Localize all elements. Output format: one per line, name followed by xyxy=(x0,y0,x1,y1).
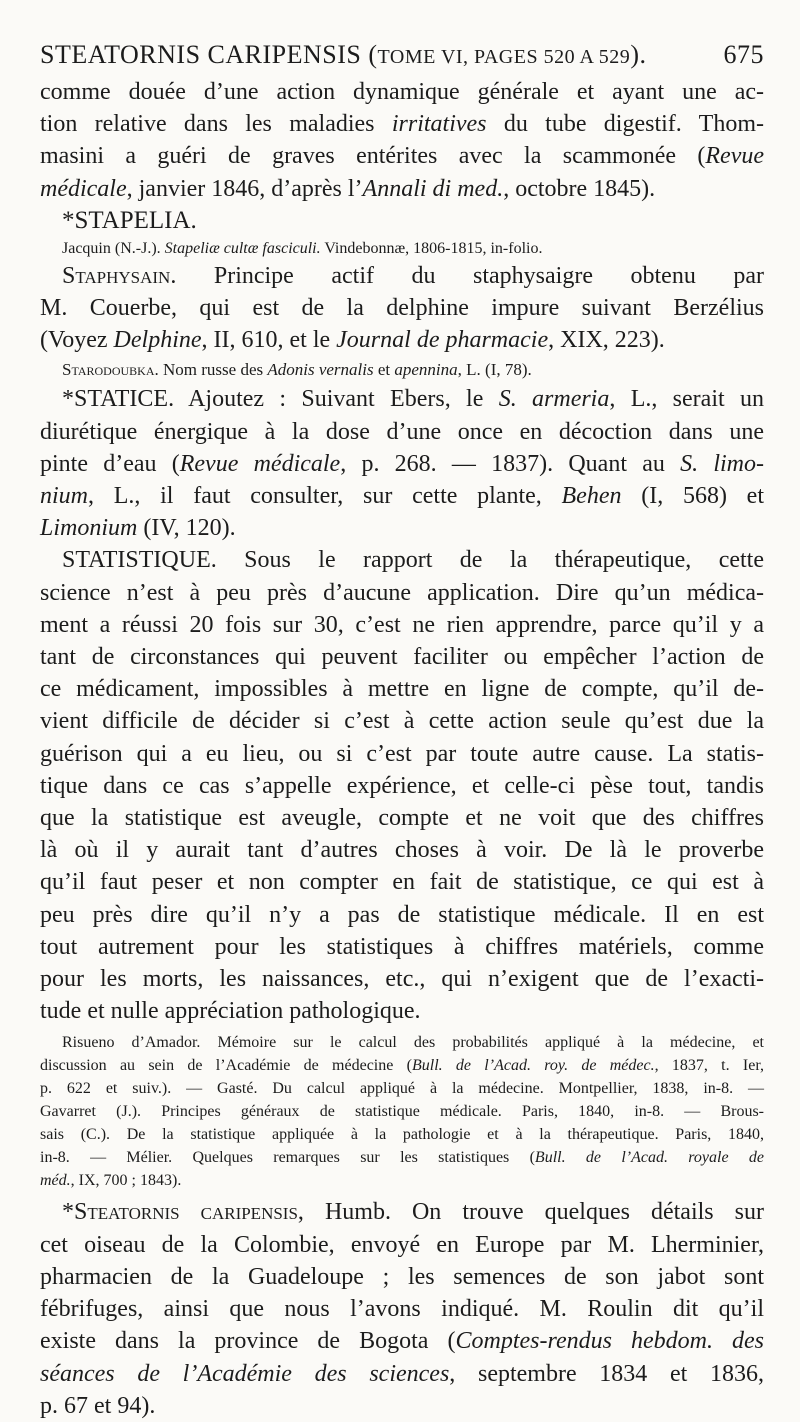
text-line: pharmacien de la Guadeloupe ; les semences de son jabot sont xyxy=(40,1263,764,1290)
text-line: (Voyez Delphine, II, 610, et le Journal de pharmacie, XIX, 223). xyxy=(40,327,665,354)
running-header xyxy=(40,38,764,74)
reference-line: méd., IX, 700 ; 1843). xyxy=(40,1172,182,1190)
text-line: là où il y aurait tant d’autres choses à voir. De là le proverbe xyxy=(40,837,764,864)
text-line: cet oiseau de la Colombie, envoyé en Europe par M. Lherminier, xyxy=(40,1231,764,1258)
entry-statistique xyxy=(40,544,764,1027)
text-line: STATISTIQUE. Sous le rapport de la thérapeutique, cette xyxy=(62,547,764,574)
text-line: vient difficile de décider si c’est à cette action seule qu’est due la xyxy=(40,708,764,735)
reference-line: Gavarret (J.). Principes généraux de statistique médicale. Paris, 1840, in-8. — Brous- xyxy=(40,1103,764,1121)
text-line: M. Couerbe, qui est de la delphine impure suivant Berzélius xyxy=(40,295,764,322)
entry-stapelia xyxy=(40,205,764,260)
text-line: que la statistique est aveugle, compte et ne voit que des chiffres xyxy=(40,805,764,832)
text-line: tion relative dans les maladies irritatives du tube digestif. Thom- xyxy=(40,111,764,138)
text-line: médicale, janvier 1846, d’après l’Annali di med., octobre 1845). xyxy=(40,175,656,202)
text-line: Limonium (IV, 120). xyxy=(40,515,236,542)
reference-line: discussion au sein de l’Académie de médecine (Bull. de l’Acad. roy. de médec., 1837, t. Ier, xyxy=(40,1057,765,1075)
reference-line: Risueno d’Amador. Mémoire sur le calcul des probabilités appliqué à la médecine, et xyxy=(62,1034,764,1052)
text-line: pour les morts, les naissances, etc., qui n’exigent que de l’exacti- xyxy=(40,966,764,993)
text-line: p. 67 et 94). xyxy=(40,1392,156,1419)
entry-heading: *STAPELIA. xyxy=(62,206,197,234)
text-line: peu près dire qu’il n’y a pas de statistique médicale. Il en est xyxy=(40,901,764,928)
text-line: comme douée d’une action dynamique générale et ayant une ac- xyxy=(40,79,764,105)
reference-line: in-8. — Mélier. Quelques remarques sur les statistiques (Bull. de l’Acad. royale de xyxy=(40,1149,764,1167)
text-line: Staphysain. Principe actif du staphysaigre obtenu par xyxy=(62,262,764,289)
continued-paragraph xyxy=(40,76,764,205)
entry-starodoubka xyxy=(40,356,764,383)
text-line: séances de l’Académie des sciences, septembre 1834 et 1836, xyxy=(40,1360,764,1387)
text-line: diurétique énergique à la dose d’une once en décoction dans une xyxy=(40,418,764,445)
text-line: tant de circonstances qui peuvent faciliter ou empêcher l’action de xyxy=(40,644,764,671)
text-line: fébrifuges, ainsi que nous l’avons indiqué. M. Roulin dit qu’il xyxy=(40,1296,764,1323)
text-line: guérison qui a eu lieu, ou si c’est par toute autre cause. La statis- xyxy=(40,740,764,767)
reference-line: p. 622 et suiv.). — Gasté. Du calcul appliqué à la médecine. Montpellier, 1838, in-8. — xyxy=(40,1080,764,1098)
text-line: tout autrement pour les statistiques à chiffres matériels, comme xyxy=(40,933,764,960)
statistique-references xyxy=(40,1031,764,1192)
text-line: pinte d’eau (Revue médicale, p. 268. — 1837). Quant au S. limo- xyxy=(40,450,764,477)
text-line: *STATICE. Ajoutez : Suivant Ebers, le S. armeria, L., serait un xyxy=(62,386,764,413)
text-line: existe dans la province de Bogota (Comptes-rendus hebdom. des xyxy=(40,1328,764,1355)
reference-line: Jacquin (N.-J.). Stapeliæ cultæ fasciculi. Vindebonnæ, 1806-1815, in-folio. xyxy=(62,239,543,257)
text-line: *Steatornis caripensis, Humb. On trouve quelques détails sur xyxy=(62,1199,764,1226)
text-line: tude et nulle appréciation pathologique. xyxy=(40,998,421,1025)
reference-line: sais (C.). De la statistique appliquée à la pathologie et à la thérapeutique. Paris, 1840, xyxy=(40,1126,764,1144)
text-line: science n’est à peu près d’aucune application. Dire qu’un médica- xyxy=(40,579,764,606)
text-line: qu’il faut peser et non compter en fait de statistique, ce qui est à xyxy=(40,869,764,896)
entry-statice xyxy=(40,383,764,544)
running-title: STEATORNIS CARIPENSIS (TOME VI, PAGES 520 A 529). xyxy=(40,40,647,69)
text-line: nium, L., il faut consulter, sur cette plante, Behen (I, 568) et xyxy=(40,483,765,510)
entry-steatornis xyxy=(40,1196,764,1421)
entry-staphysain xyxy=(40,260,764,357)
text-line: ment a réussi 20 fois sur 30, c’est ne rien apprendre, parce qu’il y a xyxy=(40,611,764,638)
text-line: ce médicament, impossibles à mettre en ligne de compte, qu’il de- xyxy=(40,676,764,703)
text-line: masini a guéri de graves entérites avec la scammonée (Revue xyxy=(40,143,764,170)
text-line: tique dans ce cas s’appelle expérience, et celle-ci pèse tout, tandis xyxy=(40,772,764,799)
page-number: 675 xyxy=(723,40,764,69)
text-line: Starodoubka. Nom russe des Adonis vernalis et apennina, L. (I, 78). xyxy=(62,360,532,380)
